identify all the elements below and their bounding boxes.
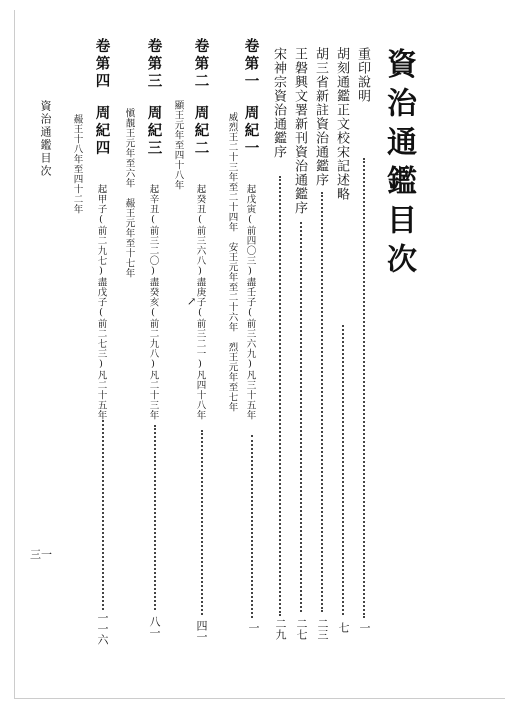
volume-label: 卷第四 (93, 38, 111, 91)
volume-label: 卷第二 (192, 38, 210, 91)
toc-entry-page: 二七 (295, 618, 308, 640)
volume-reigns: 威烈王二十三年至二十四年 安王元年至二十六年 烈王元年至七年 (226, 112, 238, 412)
volume-range: 起甲子(前二九七)盡戊子(前二七三)凡二十五年 (95, 184, 107, 420)
volume-page: 八一 (148, 616, 161, 638)
folio-number: 三一 (30, 548, 52, 561)
leader-dots (251, 435, 253, 618)
volume-page: 一一六 (96, 612, 109, 645)
volume-title[interactable]: 周紀三 (145, 105, 163, 158)
page-title: 資治通鑑目次 (381, 48, 416, 282)
leader-dots (279, 176, 281, 616)
volume-reigns: 赧王十八年至四十二年 (71, 114, 83, 214)
volume-title[interactable]: 周紀一 (242, 105, 260, 158)
volume-page: 四一 (195, 620, 208, 642)
volume-range: 起戊寅(前四〇三)盡壬子(前三六九)凡三十五年 (244, 184, 256, 420)
volume-range: 起癸丑(前三六八)盡庚子(前三二一)凡四十八年 (194, 184, 206, 420)
volume-range: 起辛丑(前三二〇)盡癸亥(前二九八)凡二十三年 (147, 184, 159, 420)
volume-page: 一 (247, 622, 260, 633)
toc-entry-hu-sanxing-preface[interactable]: 胡三省新註資治通鑑序 (313, 47, 328, 187)
leader-dots (363, 158, 365, 618)
toc-entry-hu-collation[interactable]: 胡刻通鑑正文校宋記述略 (334, 47, 349, 201)
toc-entry-shenzong-preface[interactable]: 宋神宗資治通鑑序 (271, 47, 286, 159)
volume-reigns: 顯王元年至四十八年 (172, 100, 184, 190)
toc-entry-wang-pan-preface[interactable]: 王磐興文署新刊資治通鑑序 (292, 47, 307, 215)
running-title: 資治通鑑目次 (39, 100, 52, 178)
leader-dots (154, 425, 156, 610)
volume-title[interactable]: 周紀四 (93, 105, 111, 158)
leader-dots (321, 192, 323, 612)
toc-entry-page: 一 (358, 622, 371, 633)
toc-entry-page: 二九 (274, 618, 287, 640)
volume-label: 卷第一 (242, 38, 260, 91)
leader-dots (102, 420, 104, 610)
volume-label: 卷第三 (145, 38, 163, 91)
leader-dots (342, 325, 344, 615)
pencil-mark-icon: ↗ (187, 295, 197, 308)
volume-title[interactable]: 周紀二 (192, 105, 210, 158)
leader-dots (201, 430, 203, 615)
toc-page (14, 10, 505, 699)
volume-reigns: 愼靚王元年至六年 赧王元年至十七年 (123, 108, 135, 278)
toc-entry-reprint-note[interactable]: 重印說明 (355, 47, 370, 103)
toc-entry-page: 七 (337, 622, 350, 633)
toc-entry-page: 二三 (316, 618, 329, 640)
leader-dots (300, 222, 302, 612)
